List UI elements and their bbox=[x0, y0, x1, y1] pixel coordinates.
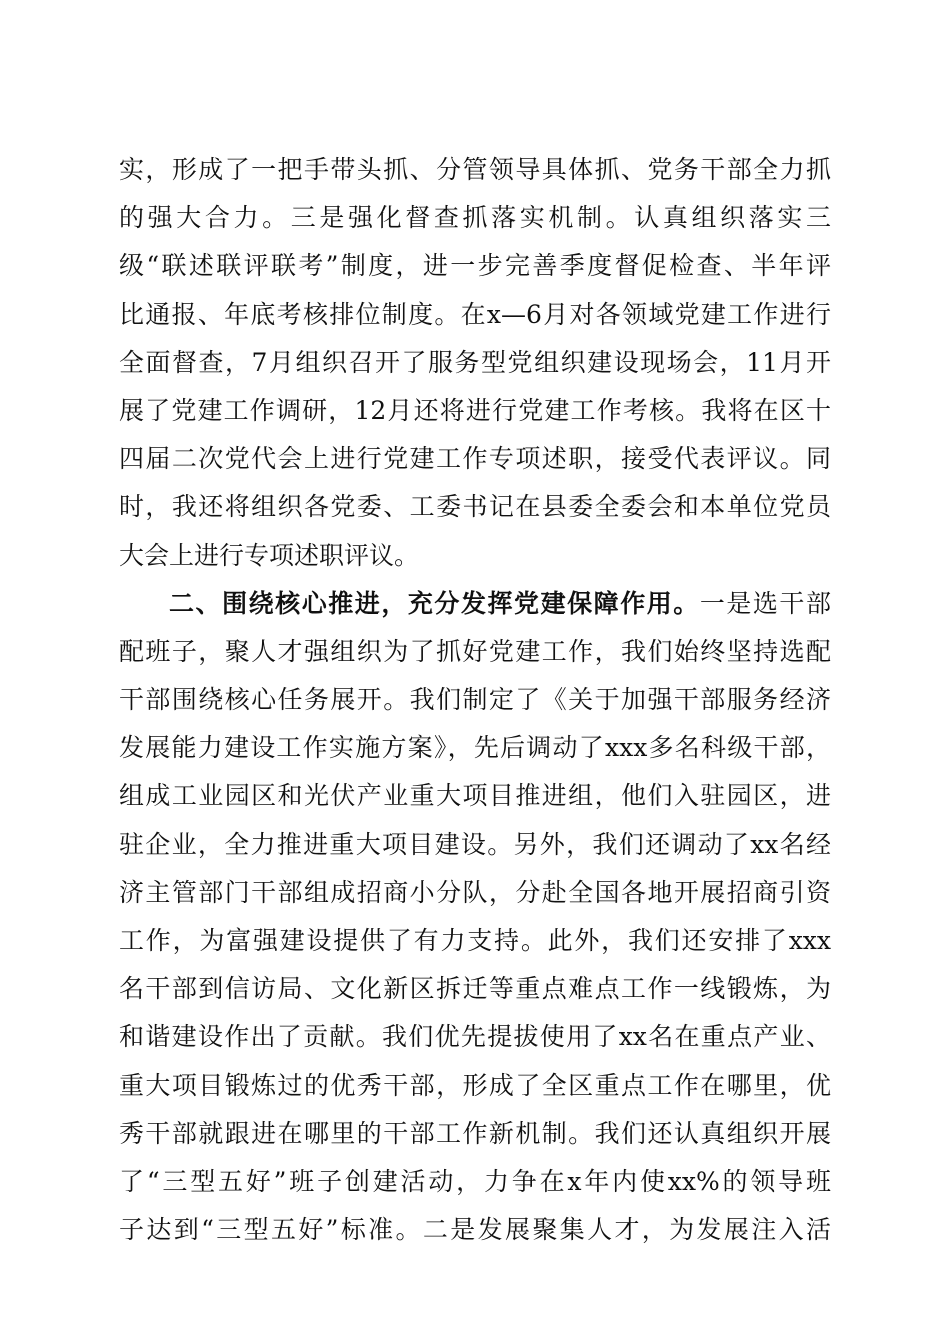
text-line: 工作，为富强建设提供了有力支持。此外，我们还安排了xxx bbox=[119, 926, 831, 955]
text-line: 驻企业，全力推进重大项目建设。另外，我们还调动了xx名经 bbox=[119, 829, 831, 859]
text-line: 时，我还将组织各党委、工委书记在县委全委会和本单位党员 bbox=[119, 492, 831, 522]
text-line: 大会上进行专项述职评议。 bbox=[119, 540, 420, 570]
text-run: 一是选干部 bbox=[699, 588, 831, 618]
text-line: 全面督查，7月组织召开了服务型党组织建设现场会，11月开 bbox=[119, 347, 831, 377]
text-line: 四届二次党代会上进行党建工作专项述职，接受代表评议。同 bbox=[119, 444, 831, 474]
text-line: 组成工业园区和光伏产业重大项目推进组，他们入驻园区，进 bbox=[119, 781, 831, 811]
text-line: 展了党建工作调研，12月还将进行党建工作考核。我将在区十 bbox=[119, 395, 831, 425]
text-line: 济主管部门干部组成招商小分队，分赴全国各地开展招商引资 bbox=[119, 877, 831, 907]
paragraph-continued bbox=[119, 146, 831, 580]
text-line: 级“联述联评联考”制度，进一步完善季度督促检查、半年评 bbox=[119, 251, 831, 281]
text-line: 干部围绕核心任务展开。我们制定了《关于加强干部服务经济 bbox=[119, 685, 831, 715]
text-line: 的强大合力。三是强化督查抓落实机制。认真组织落实三 bbox=[119, 203, 831, 233]
text-line: 名干部到信访局、文化新区拆迁等重点难点工作一线锻炼，为 bbox=[119, 974, 831, 1004]
body-text bbox=[119, 146, 831, 1254]
paragraph-section-two bbox=[119, 580, 831, 1255]
text-line: 重大项目锻炼过的优秀干部，形成了全区重点工作在哪里，优 bbox=[119, 1070, 831, 1100]
text-line: 子达到“三型五好”标准。二是发展聚集人才，为发展注入活 bbox=[119, 1215, 831, 1245]
text-line: 比通报、年底考核排位制度。在x—6月对各领域党建工作进行 bbox=[119, 299, 831, 329]
text-line: 发展能力建设工作实施方案》，先后调动了xxx多名科级干部， bbox=[119, 733, 831, 763]
text-line: 秀干部就跟进在哪里的干部工作新机制。我们还认真组织开展 bbox=[119, 1118, 831, 1148]
text-line: 实，形成了一把手带头抓、分管领导具体抓、党务干部全力抓 bbox=[119, 155, 831, 184]
text-line: 和谐建设作出了贡献。我们优先提拔使用了xx名在重点产业、 bbox=[119, 1022, 831, 1052]
section-heading: 二、围绕核心推进，充分发挥党建保障作用。 bbox=[169, 588, 700, 618]
section-heading-line bbox=[119, 580, 831, 628]
text-line: 了“三型五好”班子创建活动，力争在x年内使xx%的领导班 bbox=[119, 1166, 831, 1196]
text-line: 配班子，聚人才强组织为了抓好党建工作，我们始终坚持选配 bbox=[119, 636, 831, 666]
